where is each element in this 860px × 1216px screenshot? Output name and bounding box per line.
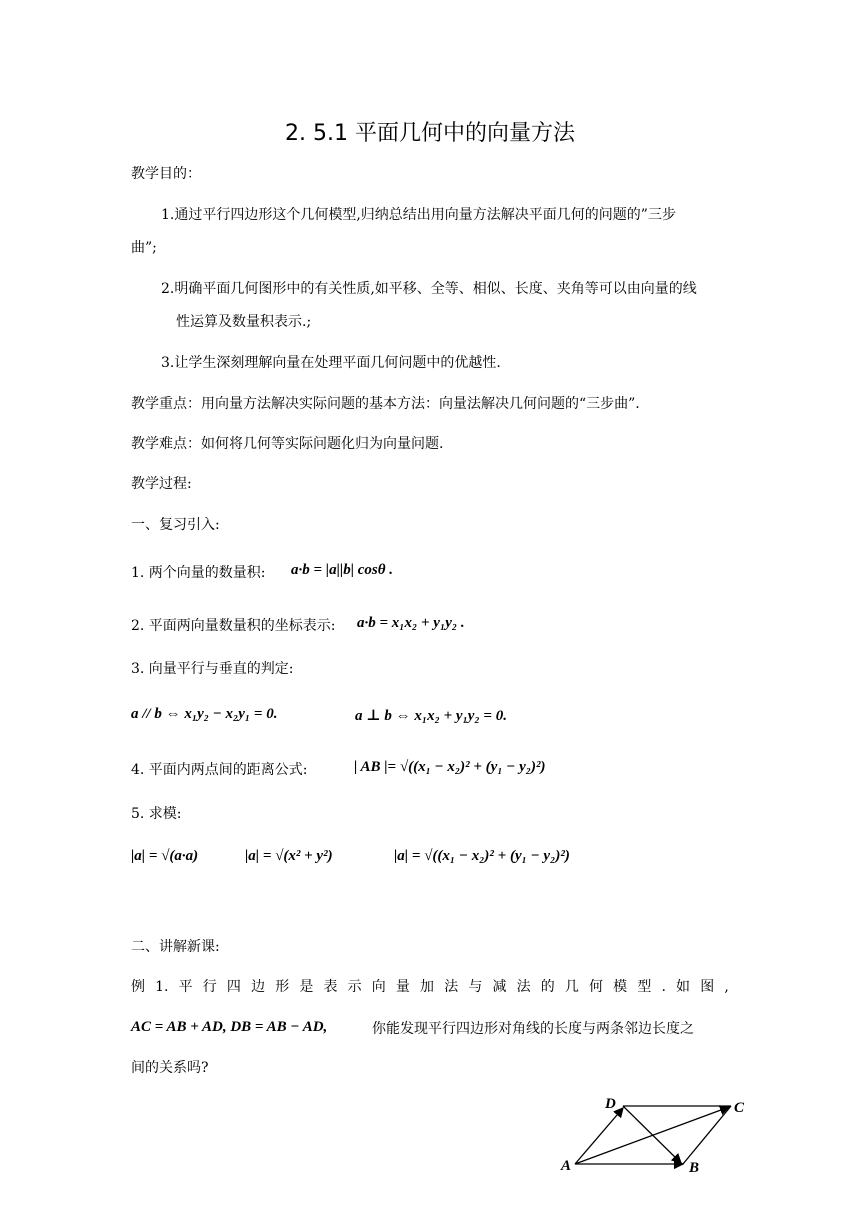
- example-1-char: 几: [564, 979, 579, 995]
- review-5-label: 5. 求模:: [131, 806, 182, 822]
- process-heading: 教学过程:: [131, 476, 192, 492]
- diagonal-db: [623, 1106, 681, 1163]
- review-1-formula: a·b = |a||b| cosθ .: [291, 562, 394, 578]
- example-1-char: 图: [700, 979, 715, 995]
- modulus-formula-1: |a| = √(a·a): [131, 848, 199, 864]
- modulus-formula-3: |a| = √((x₁ − x₂)² + (y₁ − y₂)²): [394, 848, 570, 864]
- example-1-char: 加: [420, 979, 435, 995]
- example-1-char: 四: [226, 979, 241, 995]
- section-2-heading: 二、讲解新课:: [131, 939, 220, 955]
- example-1-char: 形: [275, 979, 290, 995]
- example-1-char: 平: [178, 979, 193, 995]
- label-d: D: [605, 1096, 616, 1112]
- review-2-formula: a·b = x₁x₂ + y₁y₂ .: [357, 615, 465, 631]
- section-1-heading: 一、复习引入:: [131, 517, 220, 533]
- review-3-label: 3. 向量平行与垂直的判定:: [131, 661, 294, 677]
- example-1-char: 法: [444, 979, 459, 995]
- example-1-char: 是: [299, 979, 314, 995]
- example-1-char: 边: [251, 979, 266, 995]
- example-1-line-3: 间的关系吗?: [131, 1060, 209, 1076]
- objective-1-line-1: 1.通过平行四边形这个几何模型,归纳总结出用向量方法解决平面几何的问题的”三步: [161, 207, 676, 223]
- example-1-char: 量: [395, 979, 410, 995]
- example-1-formula: AC = AB + AD, DB = AB − AD,: [131, 1019, 328, 1035]
- example-1-char: 法: [516, 979, 531, 995]
- example-1-char: .: [661, 979, 666, 995]
- difficulty: 教学难点：如何将几何等实际问题化归为向量问题.: [131, 436, 444, 452]
- objectives-heading: 教学目的：: [131, 166, 201, 182]
- example-1-char: 示: [347, 979, 362, 995]
- example-1-char: 减: [492, 979, 507, 995]
- parallel-formula: a // b ⇔ x₁y₂ − x₂y₁ = 0.: [131, 706, 278, 722]
- example-1-char: 如: [676, 979, 691, 995]
- example-1-char: 例: [131, 979, 145, 995]
- objective-2-line-2: 性运算及数量积表示.;: [176, 314, 312, 330]
- modulus-formula-2: |a| = √(x² + y²): [245, 848, 333, 864]
- example-1-char: 型: [637, 979, 652, 995]
- distance-formula: | AB |= √((x₁ − x₂)² + (y₁ − y₂)²): [354, 759, 546, 775]
- objective-2-line-1: 2.明确平面几何图形中的有关性质,如平移、全等、相似、长度、夹角等可以由向量的线: [161, 281, 697, 297]
- perpendicular-formula: a ⊥ b ⇔ x₁x₂ + y₁y₂ = 0.: [355, 708, 507, 724]
- review-1-label: 1. 两个向量的数量积:: [131, 565, 266, 581]
- example-1-line-2-text: 你能发现平行四边形对角线的长度与两条邻边长度之: [372, 1021, 694, 1037]
- parallelogram-diagram: [555, 1092, 755, 1180]
- review-2-label: 2. 平面两向量数量积的坐标表示:: [131, 618, 336, 634]
- example-1-char: 1.: [155, 979, 169, 995]
- example-1-char: 表: [323, 979, 338, 995]
- example-1-char: 模: [613, 979, 628, 995]
- example-1-char: 的: [540, 979, 555, 995]
- objective-3: 3.让学生深刻理解向量在处理平面几何问题中的优越性.: [161, 355, 501, 371]
- review-4-label: 4. 平面内两点间的距离公式:: [131, 762, 308, 778]
- objective-1-line-2: 曲”;: [131, 240, 157, 256]
- label-b: B: [689, 1160, 700, 1176]
- example-1-char: 何: [589, 979, 604, 995]
- example-1-line-1: [131, 977, 729, 997]
- example-1-char: 向: [371, 979, 386, 995]
- key-point: 教学重点：用向量方法解决实际问题的基本方法：向量法解决几何问题的“三步曲”.: [131, 396, 640, 412]
- example-1-char: 行: [202, 979, 217, 995]
- page-title: 2. 5.1 平面几何中的向量方法: [285, 121, 575, 146]
- label-c: C: [734, 1100, 745, 1116]
- example-1-char: 与: [468, 979, 483, 995]
- example-1-char: ,: [724, 979, 729, 995]
- label-a: A: [561, 1158, 572, 1174]
